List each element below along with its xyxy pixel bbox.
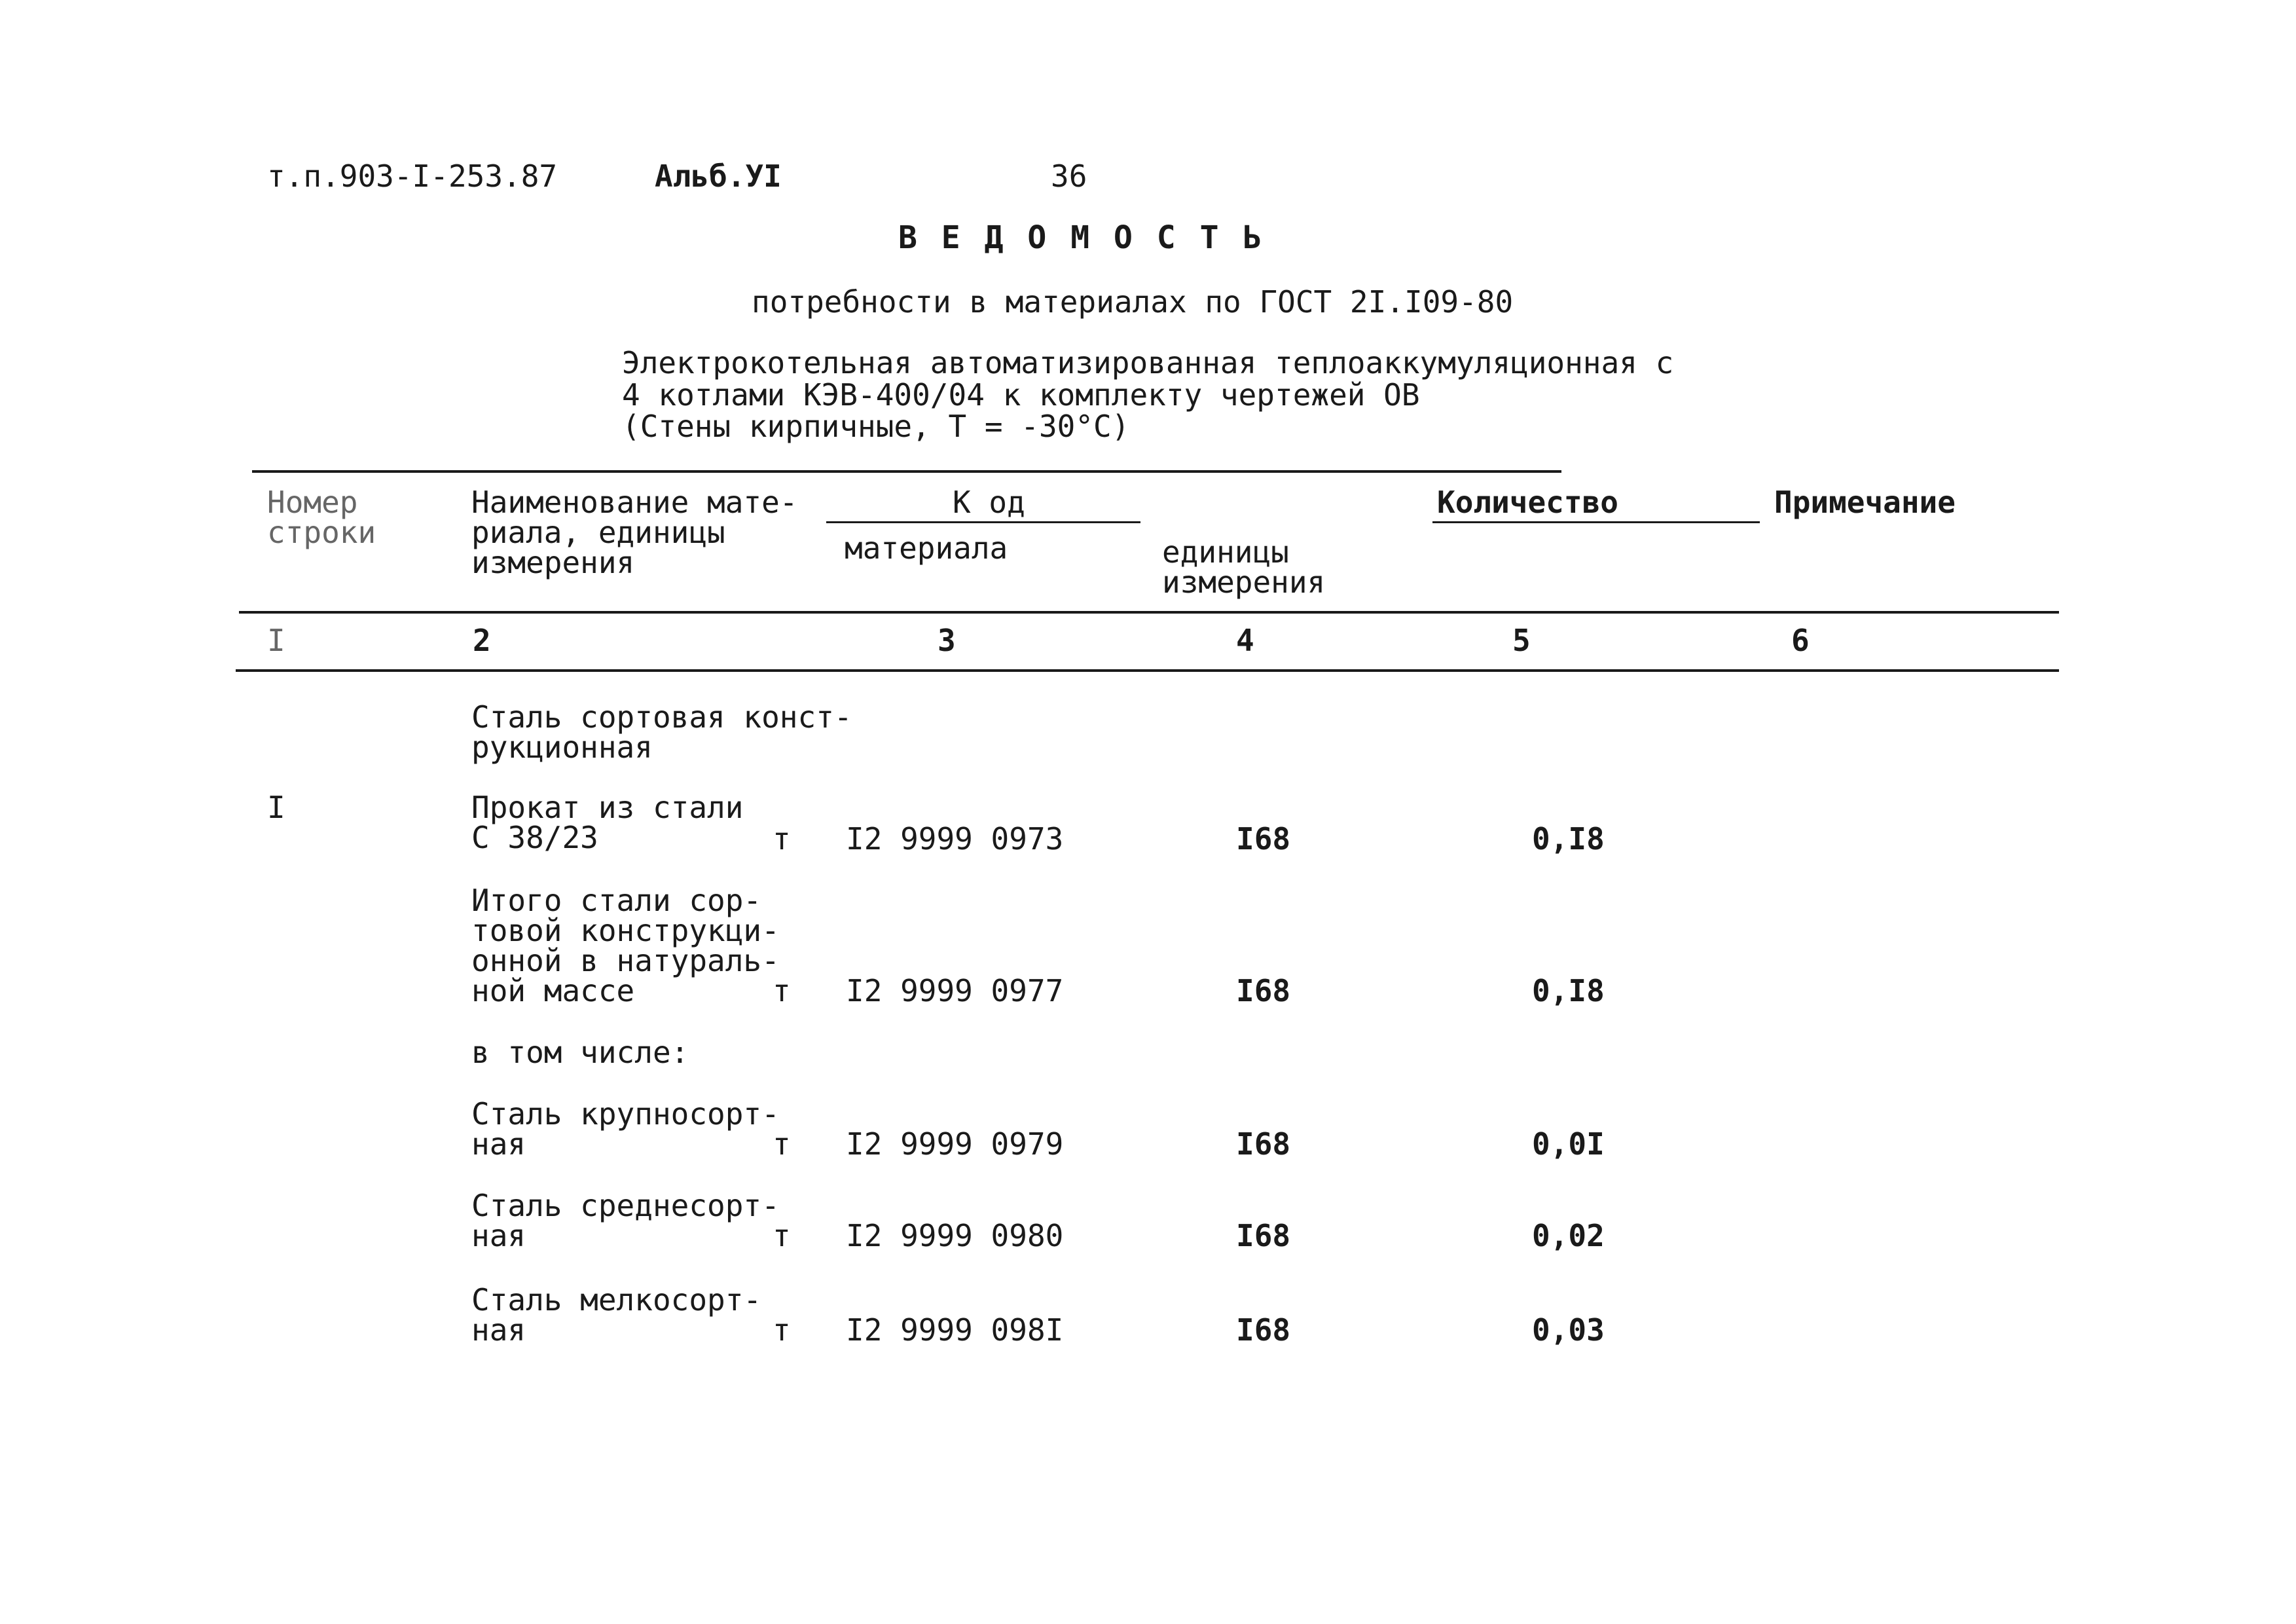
header-code: К од bbox=[953, 485, 1025, 520]
header-note: Примечание bbox=[1774, 485, 1956, 520]
header-code-unit: единицы измерения bbox=[1162, 534, 1326, 600]
row-quantity: 0,02 bbox=[1532, 1218, 1605, 1253]
row-number: I bbox=[267, 790, 285, 825]
row-unit-code: I68 bbox=[1236, 1312, 1291, 1348]
row-unit-code: I68 bbox=[1236, 821, 1291, 857]
row-unit: т bbox=[773, 821, 791, 857]
row-material-code: I2 9999 098I bbox=[846, 1312, 1064, 1348]
row-material-name: Сталь мелкосорт- ная bbox=[471, 1282, 762, 1348]
column-number-5: 5 bbox=[1512, 623, 1531, 658]
section-title: Сталь сортовая конст- рукционная bbox=[471, 699, 852, 765]
header-bottom-rule bbox=[239, 611, 2059, 614]
description-line-3: (Стены кирпичные, Т = -30°С) bbox=[622, 409, 1130, 444]
row-material-name: Итого стали сор- товой конструкци- онной в натураль- ной массе bbox=[471, 883, 780, 1008]
page-number: 36 bbox=[1051, 158, 1087, 194]
row-material-name: Сталь крупносорт- ная bbox=[471, 1096, 780, 1162]
row-unit: т bbox=[773, 1218, 791, 1253]
quantity-group-rule bbox=[1432, 521, 1760, 523]
album-number: Альб.УI bbox=[655, 158, 782, 194]
row-material-code: I2 9999 0980 bbox=[846, 1218, 1064, 1253]
row-quantity: 0,I8 bbox=[1532, 973, 1605, 1008]
column-number-6: 6 bbox=[1791, 623, 1810, 658]
document-title: В Е Д О М О С Т Ь bbox=[898, 219, 1265, 256]
including-label: в том числе: bbox=[471, 1035, 689, 1070]
row-quantity: 0,03 bbox=[1532, 1312, 1605, 1348]
row-material-code: I2 9999 0973 bbox=[846, 821, 1064, 857]
row-quantity: 0,I8 bbox=[1532, 821, 1605, 857]
row-unit-code: I68 bbox=[1236, 1218, 1291, 1253]
row-unit: т bbox=[773, 973, 791, 1008]
document-subtitle: потребности в материалах по ГОСТ 2I.I09-80 bbox=[752, 284, 1514, 320]
column-number-4: 4 bbox=[1236, 623, 1254, 658]
row-material-code: I2 9999 0979 bbox=[846, 1126, 1064, 1162]
table-top-rule bbox=[252, 470, 1561, 473]
header-row-number: Номер строки bbox=[267, 485, 376, 550]
column-number-1: I bbox=[267, 623, 285, 658]
description-line-1: Электрокотельная автоматизированная теплоаккумуляционная с bbox=[622, 345, 1674, 380]
row-unit: т bbox=[773, 1312, 791, 1348]
column-numbers-rule bbox=[236, 669, 2059, 672]
row-unit-code: I68 bbox=[1236, 973, 1291, 1008]
header-quantity: Количество bbox=[1437, 485, 1618, 520]
row-material-name: Прокат из стали С 38/23 bbox=[471, 790, 744, 855]
description-line-2: 4 котлами КЭВ-400/04 к комплекту чертежей ОВ bbox=[622, 377, 1420, 413]
column-number-3: 3 bbox=[938, 623, 956, 658]
row-material-name: Сталь среднесорт- ная bbox=[471, 1188, 780, 1253]
row-unit: т bbox=[773, 1126, 791, 1162]
header-code-material: материала bbox=[845, 530, 1008, 566]
code-group-rule bbox=[826, 521, 1140, 523]
column-number-2: 2 bbox=[473, 623, 491, 658]
row-quantity: 0,0I bbox=[1532, 1126, 1605, 1162]
row-material-code: I2 9999 0977 bbox=[846, 973, 1064, 1008]
doc-reference: т.п.903-I-253.87 bbox=[267, 158, 558, 194]
header-name: Наименование мате- риала, единицы измерения bbox=[471, 485, 798, 580]
row-unit-code: I68 bbox=[1236, 1126, 1291, 1162]
